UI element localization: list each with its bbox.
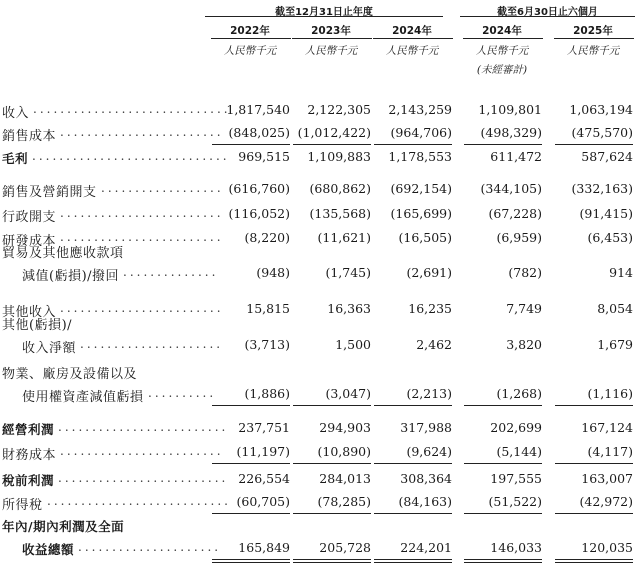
subtotal-rule	[555, 463, 633, 464]
column-year-2: 2024年	[392, 25, 432, 37]
cell-value: 16,235	[408, 301, 452, 316]
column-rule	[463, 38, 543, 39]
cell-value: (692,154)	[390, 181, 452, 196]
cell-value: 1,817,540	[226, 102, 290, 117]
column-year-3: 2024年	[482, 25, 522, 37]
cell-value: (1,886)	[244, 386, 290, 401]
group-rule-half	[460, 16, 635, 17]
group-header-half: 截至6月30日止六個月	[497, 7, 598, 18]
cell-value: 2,122,305	[307, 102, 371, 117]
cell-value: 120,035	[581, 540, 633, 555]
cell-value: (964,706)	[390, 125, 452, 140]
dot-leader: .....................	[80, 337, 224, 351]
row-label-line1: 年內/期內利潤及全面	[2, 519, 125, 534]
cell-value: 587,624	[581, 149, 633, 164]
cell-value: 317,988	[400, 420, 452, 435]
row-label: 研發成本	[2, 234, 57, 249]
cell-value: 1,109,883	[307, 149, 371, 164]
cell-value: (6,453)	[587, 230, 633, 245]
cell-value: 16,363	[327, 301, 371, 316]
subtotal-rule	[464, 463, 542, 464]
subtotal-rule	[464, 513, 542, 514]
total-double-rule	[555, 559, 633, 563]
cell-value: 167,124	[581, 420, 633, 435]
column-rule	[373, 38, 453, 39]
cell-value: 914	[609, 265, 633, 280]
dot-leader: ..................	[101, 181, 224, 195]
cell-value: 611,472	[490, 149, 542, 164]
column-rule	[554, 38, 634, 39]
cell-value: 1,063,194	[569, 102, 633, 117]
column-unit-4: 人民幣千元	[566, 45, 620, 57]
cell-value: 237,751	[238, 420, 290, 435]
dot-leader: .............................	[33, 102, 231, 116]
cell-value: (135,568)	[309, 206, 371, 221]
cell-value: (1,268)	[496, 386, 542, 401]
subtotal-rule	[293, 513, 371, 514]
cell-value: (10,890)	[317, 444, 371, 459]
subtotal-rule	[212, 405, 290, 406]
cell-value: 205,728	[319, 540, 371, 555]
row-label: 銷售成本	[2, 129, 57, 144]
subtotal-rule	[374, 463, 452, 464]
dot-leader: ...........................	[47, 494, 231, 508]
cell-value: 146,033	[490, 540, 542, 555]
group-rule-year	[205, 16, 443, 17]
dot-leader: ..............	[123, 265, 219, 279]
cell-value: (498,329)	[480, 125, 542, 140]
cell-value: (3,047)	[325, 386, 371, 401]
cell-value: (9,624)	[406, 444, 452, 459]
subtotal-rule	[464, 144, 542, 145]
row-label: 收入	[2, 106, 30, 121]
row-label-line1: 其他(虧損)/	[2, 318, 73, 333]
cell-value: (1,116)	[587, 386, 633, 401]
column-unit-3: 人民幣千元	[475, 45, 529, 57]
cell-value: (1,745)	[325, 265, 371, 280]
cell-value: (2,213)	[406, 386, 452, 401]
total-double-rule	[293, 559, 371, 563]
row-label: 財務成本	[2, 448, 57, 463]
dot-leader: ........................	[60, 230, 224, 244]
dot-leader: .....................	[78, 540, 222, 554]
cell-value: 7,749	[506, 301, 542, 316]
cell-value: (84,163)	[398, 494, 452, 509]
cell-value: (11,197)	[236, 444, 290, 459]
subtotal-rule	[293, 463, 371, 464]
cell-value: (616,760)	[228, 181, 290, 196]
cell-value: 224,201	[400, 540, 452, 555]
dot-leader: ........................	[60, 125, 224, 139]
row-label: 行政開支	[2, 210, 57, 225]
cell-value: (67,228)	[488, 206, 542, 221]
cell-value: (848,025)	[228, 125, 290, 140]
cell-value: 1,178,553	[388, 149, 452, 164]
cell-value: (5,144)	[496, 444, 542, 459]
cell-value: 1,679	[597, 337, 633, 352]
cell-value: (1,012,422)	[297, 125, 371, 140]
subtotal-rule	[293, 405, 371, 406]
column-unit-2: 人民幣千元	[385, 45, 439, 57]
cell-value: 2,143,259	[388, 102, 452, 117]
column-unit-1: 人民幣千元	[304, 45, 358, 57]
row-label-line2: 使用權資產減值虧損	[22, 390, 144, 405]
cell-value: 284,013	[319, 471, 371, 486]
cell-value: 226,554	[238, 471, 290, 486]
row-label: 毛利	[2, 151, 29, 166]
cell-value: (948)	[256, 265, 290, 280]
cell-value: (60,705)	[236, 494, 290, 509]
subtotal-rule	[464, 405, 542, 406]
subtotal-rule	[555, 513, 633, 514]
cell-value: (475,570)	[571, 125, 633, 140]
cell-value: 165,849	[238, 540, 290, 555]
column-rule	[211, 38, 291, 39]
row-label: 銷售及營銷開支	[2, 185, 97, 200]
cell-value: 197,555	[490, 471, 542, 486]
cell-value: 8,054	[597, 301, 633, 316]
subtotal-rule	[293, 144, 371, 145]
dot-leader: ..........	[148, 386, 217, 400]
total-double-rule	[212, 559, 290, 563]
cell-value: 308,364	[400, 471, 452, 486]
cell-value: 3,820	[506, 337, 542, 352]
row-label-line1: 物業、廠房及設備以及	[2, 367, 138, 382]
cell-value: (680,862)	[309, 181, 371, 196]
row-label: 其他收入	[2, 305, 57, 320]
row-label: 稅前利潤	[2, 473, 55, 488]
cell-value: (344,105)	[480, 181, 542, 196]
cell-value: 969,515	[238, 149, 290, 164]
subtotal-rule	[212, 144, 290, 145]
cell-value: (8,220)	[244, 230, 290, 245]
row-label-line2: 收入淨額	[22, 341, 77, 356]
cell-value: (332,163)	[571, 181, 633, 196]
cell-value: (6,959)	[496, 230, 542, 245]
row-label-line2: 減值(虧損)/撥回	[22, 269, 120, 284]
subtotal-rule	[212, 463, 290, 464]
dot-leader: ........................	[60, 206, 224, 220]
cell-value: (51,522)	[488, 494, 542, 509]
subtotal-rule	[555, 405, 633, 406]
cell-value: (91,415)	[579, 206, 633, 221]
dot-leader: .............................	[32, 149, 230, 163]
column-year-1: 2023年	[311, 25, 351, 37]
cell-value: 15,815	[246, 301, 290, 316]
cell-value: (78,285)	[317, 494, 371, 509]
total-double-rule	[374, 559, 452, 563]
cell-value: (4,117)	[587, 444, 633, 459]
dot-leader: .........................	[58, 420, 229, 434]
cell-value: (11,621)	[317, 230, 371, 245]
dot-leader: ........................	[60, 444, 224, 458]
dot-leader: ........................	[60, 301, 224, 315]
cell-value: 294,903	[319, 420, 371, 435]
cell-value: (3,713)	[244, 337, 290, 352]
cell-value: (165,699)	[390, 206, 452, 221]
row-label: 所得稅	[2, 498, 43, 513]
total-double-rule	[464, 559, 542, 563]
column-rule	[292, 38, 372, 39]
cell-value: 1,109,801	[478, 102, 542, 117]
cell-value: (42,972)	[579, 494, 633, 509]
row-label-line1: 貿易及其他應收款項	[2, 246, 124, 261]
subtotal-rule	[374, 405, 452, 406]
cell-value: (16,505)	[398, 230, 452, 245]
cell-value: 2,462	[416, 337, 452, 352]
subtotal-rule	[555, 144, 633, 145]
subtotal-rule	[374, 513, 452, 514]
subtotal-rule	[374, 144, 452, 145]
column-year-4: 2025年	[573, 25, 613, 37]
subtotal-rule	[212, 513, 290, 514]
column-unit-0: 人民幣千元	[223, 45, 277, 57]
cell-value: 163,007	[581, 471, 633, 486]
cell-value: (116,052)	[228, 206, 290, 221]
cell-value: (782)	[508, 265, 542, 280]
row-label-line2: 收益總額	[22, 542, 75, 557]
cell-value: (2,691)	[406, 265, 452, 280]
dot-leader: .........................	[58, 471, 229, 485]
column-year-0: 2022年	[230, 25, 270, 37]
group-header-year: 截至12月31日止年度	[275, 7, 373, 18]
cell-value: 1,500	[335, 337, 371, 352]
column-note-3: (未經審計)	[476, 64, 528, 76]
cell-value: 202,699	[490, 420, 542, 435]
row-label: 經營利潤	[2, 422, 55, 437]
